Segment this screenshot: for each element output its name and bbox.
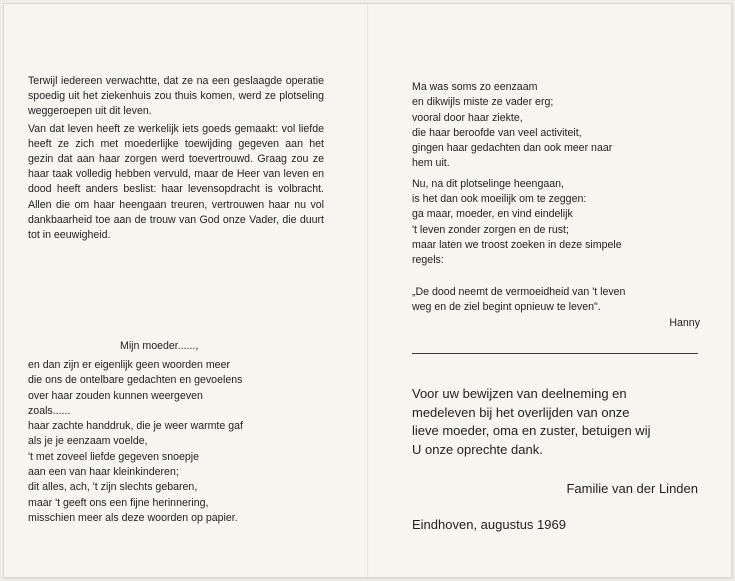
right-poem	[412, 80, 708, 269]
signature: Hanny	[669, 317, 700, 329]
poem-line: hem uit.	[412, 157, 450, 170]
thanks-text	[412, 385, 704, 459]
poem-line: aan een van haar kleinkinderen;	[28, 466, 179, 479]
poem-line: Nu, na dit plotselinge heengaan,	[412, 177, 564, 190]
poem-line: zoals......	[28, 404, 71, 417]
poem-line: 't met zoveel liefde gegeven snoepje	[28, 450, 200, 463]
poem-line: haar zachte handdruk, die je weer warmte gaf	[28, 420, 243, 433]
poem-line: die ons de ontelbare gedachten en gevoelens	[28, 374, 243, 387]
paragraph-opening: Terwijl iedereen verwachtte, dat ze na een geslaagde operatie spoedig uit het ziekenhuis zou thuis komen, werd ze plotseling weggeroepen uit dit leven.	[28, 75, 324, 118]
stanza-1	[412, 80, 708, 172]
thanks-line: U onze oprechte dank.	[412, 441, 543, 457]
poem-line: en dikwijls miste ze vader erg;	[412, 96, 554, 109]
divider	[412, 353, 698, 354]
poem-line: gingen haar gedachten dan ook meer naar	[412, 142, 613, 155]
thanks-line: medeleven bij het overlijden van onze	[412, 404, 630, 420]
poem-line: over haar zouden kunnen weergeven	[28, 389, 203, 402]
poem-line: 't leven zonder zorgen en de rust;	[412, 223, 569, 236]
poem-line: ga maar, moeder, en vind eindelijk	[412, 208, 573, 221]
poem-line: Ma was soms zo eenzaam	[412, 81, 538, 93]
poem-line: vooral door haar ziekte,	[412, 111, 523, 124]
poem-line: maar 't geeft ons een fijne herinnering,	[28, 496, 209, 509]
quote-line: weg en de ziel begint opnieuw te leven".	[412, 301, 601, 314]
poem-line: is het dan ook moeilijk om te zeggen:	[412, 193, 587, 206]
quote-line: „De dood neemt de vermoeidheid van 't leven	[412, 286, 626, 298]
poem-title: Mijn moeder......,	[120, 340, 199, 352]
poem-line: die haar beroofde van veel activiteit,	[412, 126, 582, 139]
family-name: Familie van der Linden	[566, 481, 698, 496]
left-prose	[28, 74, 324, 243]
card-fold	[367, 4, 369, 577]
place-date: Eindhoven, augustus 1969	[412, 517, 566, 532]
paragraph-life: Van dat leven heeft ze werkelijk iets goeds gemaakt: vol liefde heeft ze zich met moederlijke toewijding gegeven aan het gezin dat aan haar zorgen werd toevertrouwd. Graag zou ze haar taak volledig hebben vervuld, maar de Heer van leven en dood heeft anders beslist: haar levensopdracht is volbracht. Allen die om haar heengaan treuren, vertrouwen haar nu vol dankbaarheid toe aan de trouw van God onze Vader, die duurt tot in eeuwigheid.	[28, 122, 324, 242]
thanks-line: lieve moeder, oma en zuster, betuigen wij	[412, 423, 651, 439]
left-poem	[28, 358, 328, 526]
quote	[412, 285, 708, 316]
poem-line: dit alles, ach, 't zijn slechts gebaren,	[28, 481, 198, 494]
poem-line: als je je eenzaam voelde,	[28, 435, 148, 448]
thanks-line: Voor uw bewijzen van deelneming en	[412, 386, 627, 401]
poem-line: misschien meer als deze woorden op papier.	[28, 511, 238, 524]
stanza-2	[412, 177, 708, 269]
poem-line: maar laten we troost zoeken in deze simpele	[412, 238, 622, 251]
poem-line: en dan zijn er eigenlijk geen woorden meer	[28, 359, 230, 371]
poem-line: regels:	[412, 254, 444, 267]
